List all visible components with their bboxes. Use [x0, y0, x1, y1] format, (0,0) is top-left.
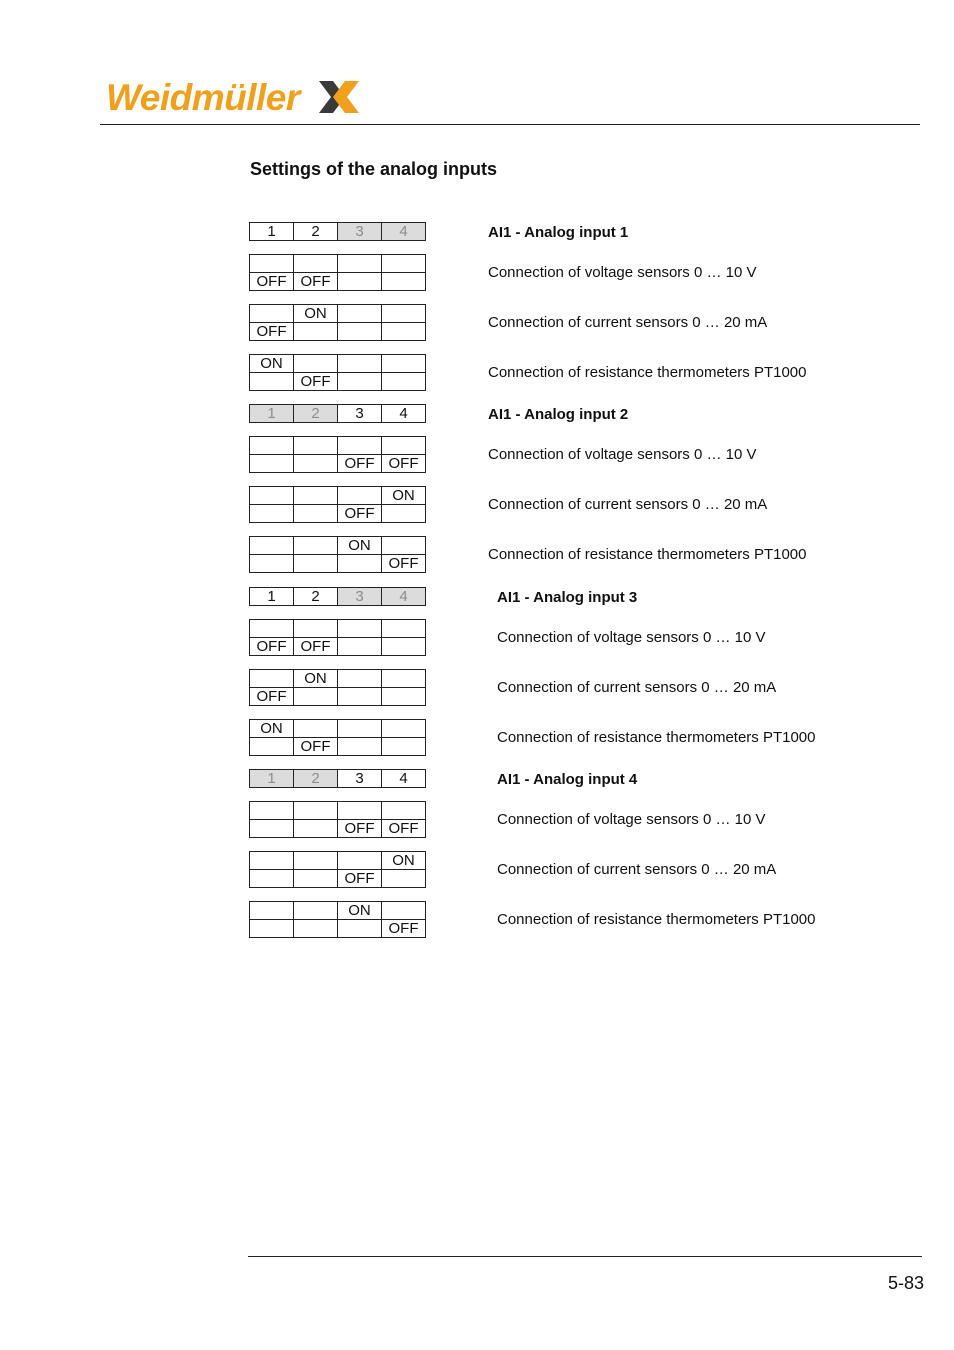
setting-description: Connection of current sensors 0 … 20 mA [497, 679, 777, 696]
switch-setting-table [249, 901, 426, 938]
switch-state-cell [338, 620, 382, 638]
switch-state-cell: ON [250, 720, 294, 738]
switch-setting-table [249, 254, 426, 291]
switch-header-table [249, 769, 426, 788]
switch-state-cell [250, 852, 294, 870]
setting-description: Connection of resistance thermometers PT1000 [488, 546, 807, 563]
weidmuller-cross-icon [316, 75, 362, 119]
switch-state-cell [294, 323, 338, 341]
switch-state-cell [338, 355, 382, 373]
switch-state-cell [338, 670, 382, 688]
switch-number-cell: 4 [382, 405, 426, 423]
switch-state-cell [382, 537, 426, 555]
switch-setting-table [249, 536, 426, 573]
analog-input-title: AI1 - Analog input 1 [488, 224, 629, 241]
switch-number-cell: 4 [382, 588, 426, 606]
switch-state-cell [382, 720, 426, 738]
switch-number-cell: 3 [338, 770, 382, 788]
switch-header-table [249, 404, 426, 423]
switch-state-cell: OFF [250, 688, 294, 706]
switch-state-cell [250, 902, 294, 920]
switch-state-cell: OFF [382, 820, 426, 838]
switch-state-cell [382, 437, 426, 455]
analog-input-title: AI1 - Analog input 4 [497, 771, 638, 788]
setting-description: Connection of current sensors 0 … 20 mA [497, 861, 777, 878]
header-rule [100, 124, 920, 125]
setting-description: Connection of voltage sensors 0 … 10 V [497, 811, 766, 828]
switch-number-cell: 1 [250, 588, 294, 606]
switch-state-cell [294, 355, 338, 373]
switch-state-cell: OFF [250, 323, 294, 341]
switch-state-cell [338, 802, 382, 820]
switch-state-cell [294, 902, 338, 920]
switch-state-cell [382, 305, 426, 323]
switch-state-cell [338, 688, 382, 706]
switch-setting-table [249, 719, 426, 756]
switch-state-cell [382, 255, 426, 273]
switch-state-cell [250, 373, 294, 391]
switch-state-cell [338, 738, 382, 756]
switch-state-cell [294, 487, 338, 505]
switch-setting-table [249, 669, 426, 706]
footer-rule [248, 1256, 922, 1257]
switch-setting-table [249, 801, 426, 838]
switch-state-cell [294, 255, 338, 273]
switch-state-cell [294, 870, 338, 888]
setting-description: Connection of voltage sensors 0 … 10 V [497, 629, 766, 646]
switch-state-cell: OFF [250, 273, 294, 291]
switch-state-cell [250, 455, 294, 473]
switch-number-cell: 4 [382, 223, 426, 241]
switch-state-cell: OFF [382, 555, 426, 573]
switch-setting-table [249, 436, 426, 473]
switch-state-cell [382, 670, 426, 688]
switch-state-cell [382, 902, 426, 920]
switch-state-cell [382, 688, 426, 706]
switch-state-cell: OFF [250, 638, 294, 656]
switch-number-cell: 2 [294, 223, 338, 241]
switch-state-cell [294, 688, 338, 706]
switch-number-cell: 1 [250, 223, 294, 241]
switch-state-cell [382, 620, 426, 638]
setting-description: Connection of resistance thermometers PT1000 [497, 911, 816, 928]
switch-number-cell: 1 [250, 405, 294, 423]
analog-input-title: AI1 - Analog input 3 [497, 589, 638, 606]
switch-state-cell: OFF [294, 373, 338, 391]
switch-state-cell: ON [382, 487, 426, 505]
switch-state-cell [338, 487, 382, 505]
switch-state-cell: OFF [338, 870, 382, 888]
switch-state-cell: ON [250, 355, 294, 373]
switch-state-cell: OFF [294, 738, 338, 756]
switch-state-cell [250, 620, 294, 638]
switch-state-cell: OFF [382, 920, 426, 938]
page-number: 5-83 [887, 1273, 924, 1293]
switch-state-cell: ON [338, 537, 382, 555]
switch-state-cell [382, 638, 426, 656]
switch-header-table [249, 222, 426, 241]
switch-state-cell [250, 505, 294, 523]
switch-state-cell: ON [338, 902, 382, 920]
switch-state-cell [250, 820, 294, 838]
setting-description: Connection of current sensors 0 … 20 mA [488, 496, 768, 513]
switch-state-cell [382, 505, 426, 523]
switch-number-cell: 2 [294, 405, 338, 423]
switch-setting-table [249, 304, 426, 341]
switch-state-cell [338, 323, 382, 341]
setting-description: Connection of resistance thermometers PT1000 [497, 729, 816, 746]
switch-state-cell [250, 437, 294, 455]
setting-description: Connection of current sensors 0 … 20 mA [488, 314, 768, 331]
analog-input-title: AI1 - Analog input 2 [488, 406, 629, 423]
switch-state-cell [338, 555, 382, 573]
switch-state-cell [250, 920, 294, 938]
switch-state-cell [294, 820, 338, 838]
switch-state-cell [250, 555, 294, 573]
switch-state-cell [338, 437, 382, 455]
switch-state-cell [250, 305, 294, 323]
switch-state-cell [294, 437, 338, 455]
switch-state-cell [294, 537, 338, 555]
switch-state-cell [250, 870, 294, 888]
switch-state-cell [338, 373, 382, 391]
switch-state-cell: OFF [294, 638, 338, 656]
setting-description: Connection of resistance thermometers PT1000 [488, 364, 807, 381]
switch-state-cell [382, 355, 426, 373]
switch-number-cell: 3 [338, 223, 382, 241]
switch-number-cell: 3 [338, 588, 382, 606]
switch-state-cell: ON [294, 305, 338, 323]
setting-description: Connection of voltage sensors 0 … 10 V [488, 264, 757, 281]
switch-state-cell [382, 373, 426, 391]
weidmuller-logo [106, 74, 362, 120]
switch-state-cell [294, 455, 338, 473]
switch-state-cell [338, 273, 382, 291]
switch-state-cell [250, 802, 294, 820]
switch-state-cell [294, 620, 338, 638]
switch-setting-table [249, 619, 426, 656]
switch-state-cell: OFF [382, 455, 426, 473]
switch-state-cell [382, 870, 426, 888]
switch-number-cell: 2 [294, 770, 338, 788]
switch-state-cell [338, 255, 382, 273]
switch-setting-table [249, 486, 426, 523]
logo-wordmark: Weidmüller [106, 76, 300, 118]
switch-state-cell [294, 852, 338, 870]
section-title: Settings of the analog inputs [250, 159, 497, 179]
switch-state-cell: ON [382, 852, 426, 870]
switch-state-cell [382, 738, 426, 756]
switch-state-cell: OFF [338, 820, 382, 838]
switch-state-cell [382, 802, 426, 820]
switch-state-cell [250, 738, 294, 756]
switch-state-cell [338, 720, 382, 738]
switch-state-cell [338, 852, 382, 870]
switch-state-cell: OFF [338, 455, 382, 473]
switch-state-cell [294, 555, 338, 573]
switch-number-cell: 3 [338, 405, 382, 423]
switch-setting-table [249, 354, 426, 391]
switch-state-cell [338, 638, 382, 656]
switch-state-cell [294, 505, 338, 523]
switch-state-cell [250, 487, 294, 505]
switch-state-cell [250, 670, 294, 688]
switch-state-cell [382, 273, 426, 291]
switch-state-cell [294, 802, 338, 820]
switch-state-cell [250, 255, 294, 273]
switch-number-cell: 2 [294, 588, 338, 606]
switch-number-cell: 4 [382, 770, 426, 788]
switch-number-cell: 1 [250, 770, 294, 788]
switch-state-cell [338, 920, 382, 938]
switch-state-cell: ON [294, 670, 338, 688]
switch-header-table [249, 587, 426, 606]
switch-state-cell [294, 720, 338, 738]
switch-state-cell: OFF [338, 505, 382, 523]
switch-state-cell: OFF [294, 273, 338, 291]
switch-state-cell [250, 537, 294, 555]
switch-setting-table [249, 851, 426, 888]
switch-state-cell [294, 920, 338, 938]
setting-description: Connection of voltage sensors 0 … 10 V [488, 446, 757, 463]
switch-state-cell [338, 305, 382, 323]
switch-state-cell [382, 323, 426, 341]
